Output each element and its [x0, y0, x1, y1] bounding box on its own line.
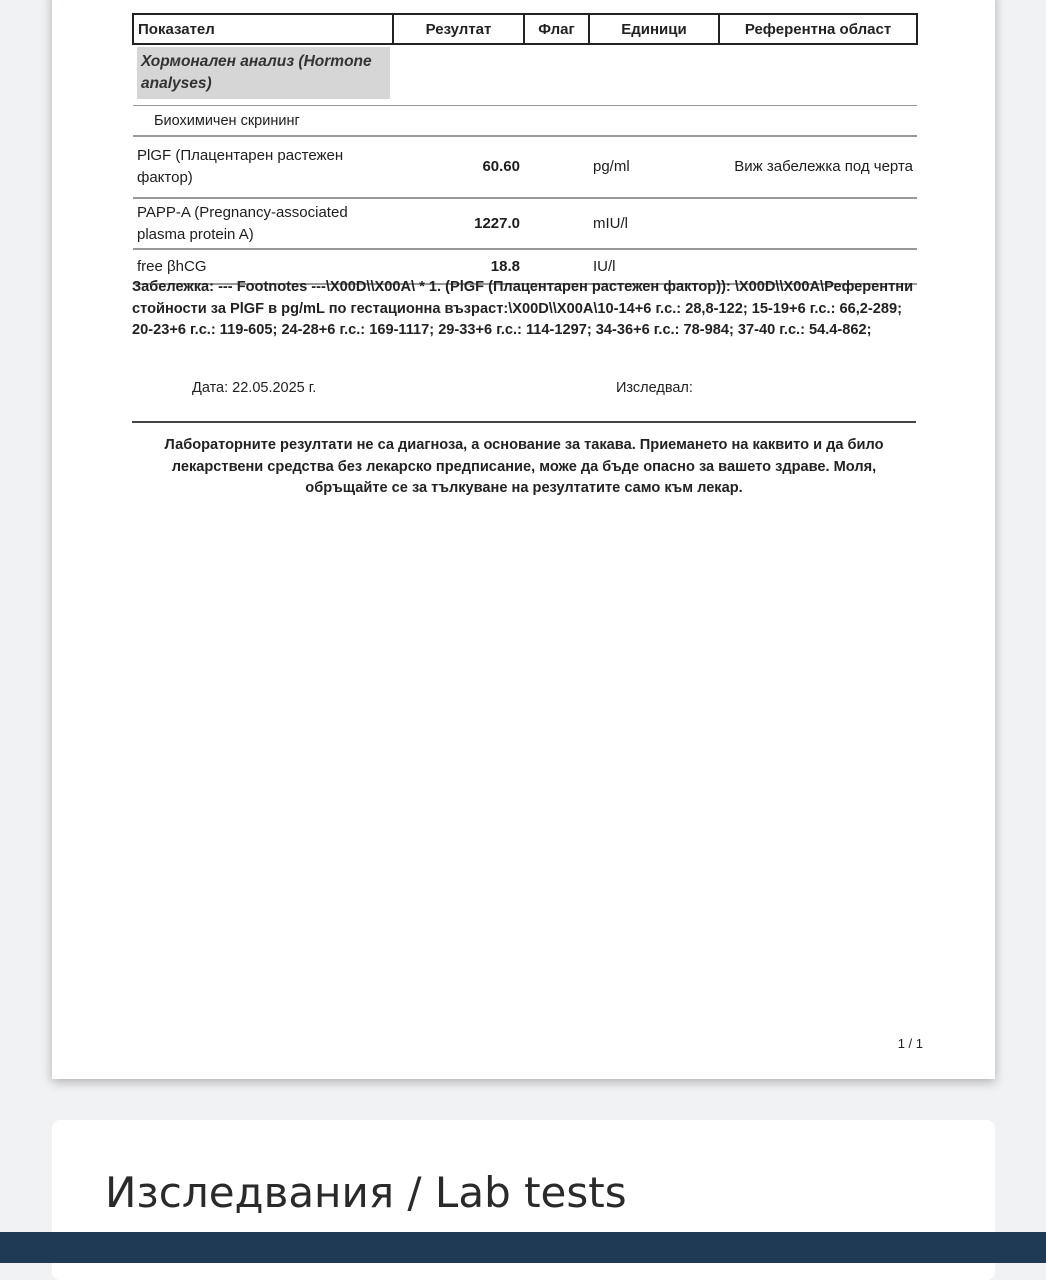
group-label: Биохимичен скрининг: [133, 106, 917, 137]
header-reference-range: Референтна област: [719, 14, 917, 44]
disclaimer: Лабораторните резултати не са диагноза, а основание за такава. Приемането на каквито и да било лекарствени средства без лекарско предписание, може да бъде опасно за вашето здраве. Моля, обръщайте се за тълкуване на резултатите само към лекар.: [164, 437, 884, 496]
header-flag: Флаг: [524, 14, 589, 44]
results-table: [132, 13, 918, 285]
report-page: [52, 0, 995, 1079]
bottom-bar: [0, 1232, 1046, 1263]
card-title: Изследвания / Lab tests: [105, 1168, 627, 1217]
header-result: Резултат: [393, 14, 524, 44]
header-parameter: Показател: [133, 14, 393, 44]
section-row: [133, 44, 917, 106]
page-number: 1 / 1: [897, 1036, 923, 1051]
flag-value: [524, 136, 589, 198]
examined-by: Изследвал:: [616, 380, 693, 396]
table-header: [133, 14, 917, 44]
flag-value: [524, 198, 589, 249]
unit-value: IU/l: [589, 249, 719, 284]
header-units: Единици: [589, 14, 719, 44]
result-value: 18.8: [393, 249, 524, 284]
reference-value: [719, 198, 917, 249]
report-date: Дата: 22.05.2025 г.: [192, 380, 317, 396]
table-row: [133, 198, 917, 249]
unit-value: pg/ml: [589, 136, 719, 198]
parameter-name: PlGF (Плацентарен растежен фактор): [133, 136, 393, 198]
table-row: [133, 136, 917, 198]
result-value: 1227.0: [393, 198, 524, 249]
group-row: [133, 106, 917, 137]
reference-value: Виж забележка под черта: [719, 136, 917, 198]
parameter-name: PAPP-A (Pregnancy-associated plasma protein A): [133, 198, 393, 249]
footnote: Забележка: --- Footnotes ---\X00D\\X00A\ * 1. (PlGF (Плацентарен растежен фактор)): \X00D\\X00A\Референтни стойности за PlGF в pg/mL по гестационна възраст:\X00D\\X00A\10-14+6 г.с.: 28,8-122; 15-19+6 г.с.: 66,2-289; 20-23+6 г.с.: 119-605; 24-28+6 г.с.: 169-1117; 29-33+6 г.с.: 114-1297; 34-36+6 г.с.: 78-984; 37-40 г.с.: 54.4-862;: [132, 279, 914, 338]
result-value: 60.60: [393, 136, 524, 198]
divider: [132, 421, 916, 423]
parameter-name: free βhCG: [133, 249, 393, 284]
section-label: Хормонален анализ (Hormone analyses): [137, 47, 390, 99]
unit-value: mIU/l: [589, 198, 719, 249]
